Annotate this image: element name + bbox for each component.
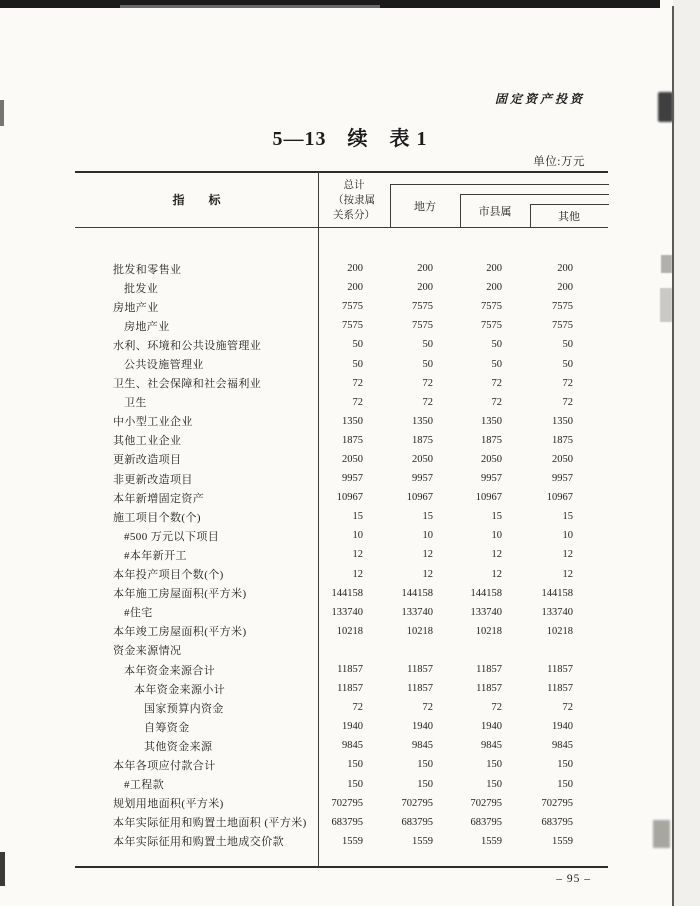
row-value: 11857: [337, 664, 363, 676]
row-value: 702795: [331, 797, 363, 809]
row-value: 12: [352, 568, 363, 580]
header-total: [318, 173, 390, 227]
row-label: 卫生: [124, 397, 147, 410]
row-value: 12: [422, 549, 433, 561]
scan-artifact-edge-mark: [0, 852, 5, 886]
row-label: 其他工业企业: [113, 435, 182, 448]
table-row: [75, 431, 608, 450]
row-value: 683795: [401, 816, 433, 828]
header-shixianshu: 市县属: [478, 206, 512, 218]
row-value: 9845: [342, 740, 363, 752]
table-row: [75, 813, 608, 832]
row-value: 12: [352, 549, 363, 561]
table-row: [75, 450, 608, 469]
row-value: 1875: [412, 434, 433, 446]
row-value: 72: [422, 702, 433, 714]
row-label: 本年实际征用和购置土地面积 (平方米): [113, 817, 307, 830]
table-row: [75, 259, 608, 278]
unit-label: 单位:万元: [533, 156, 585, 168]
row-value: 1940: [481, 721, 502, 733]
row-value: 1559: [342, 835, 363, 847]
row-value: 7575: [481, 301, 502, 313]
row-value: 133740: [470, 606, 502, 618]
row-value: 2050: [481, 453, 502, 465]
row-value: 9957: [552, 473, 573, 485]
row-value: 200: [486, 282, 502, 294]
chapter-corner-label: 固定资产投资: [494, 92, 585, 106]
row-value: 10967: [406, 492, 433, 504]
row-value: 11857: [407, 683, 433, 695]
table-row: [75, 354, 608, 373]
row-value: 200: [417, 282, 433, 294]
row-value: 144158: [470, 587, 502, 599]
row-value: 10: [352, 530, 363, 542]
row-value: 133740: [331, 606, 363, 618]
row-value: 72: [352, 702, 363, 714]
row-value: 72: [422, 396, 433, 408]
row-value: 15: [562, 511, 573, 523]
row-value: 11857: [547, 683, 573, 695]
table-row: [75, 603, 608, 622]
row-label: 房地产业: [124, 320, 170, 333]
row-label: #本年新开工: [124, 549, 187, 562]
row-value: 7575: [552, 320, 573, 332]
table-row: [75, 775, 608, 794]
row-label: 自筹资金: [144, 721, 190, 734]
row-value: 9957: [481, 473, 502, 485]
row-value: 7575: [552, 301, 573, 313]
row-value: 11857: [476, 664, 502, 676]
row-value: 7575: [412, 301, 433, 313]
row-value: 7575: [342, 320, 363, 332]
row-value: 72: [491, 702, 502, 714]
row-value: 1559: [481, 835, 502, 847]
table-row: [75, 374, 608, 393]
row-value: 9957: [412, 473, 433, 485]
row-label: #500 万元以下项目: [124, 530, 220, 543]
row-label: 本年施工房屋面积(平方米): [113, 588, 247, 601]
table-row: [75, 545, 608, 564]
row-value: 50: [352, 339, 363, 351]
row-value: 150: [417, 778, 433, 790]
table-row: [75, 584, 608, 603]
row-label: #住宅: [124, 607, 153, 620]
row-label: 资金来源情况: [113, 645, 182, 658]
row-value: 12: [491, 549, 502, 561]
row-value: 1875: [481, 434, 502, 446]
row-value: 150: [557, 759, 573, 771]
row-value: 200: [486, 263, 502, 275]
table-row: [75, 488, 608, 507]
row-value: 683795: [331, 816, 363, 828]
row-value: 50: [422, 358, 433, 370]
scan-page-edge-line: [672, 6, 674, 906]
row-value: 15: [491, 511, 502, 523]
row-value: 50: [491, 358, 502, 370]
row-value: 1350: [481, 415, 502, 427]
row-value: 133740: [541, 606, 573, 618]
row-value: 200: [557, 282, 573, 294]
scan-artifact-top-strip: [0, 0, 660, 8]
row-value: 10218: [336, 625, 363, 637]
row-value: 11857: [547, 664, 573, 676]
header-total-line: 关系分）: [333, 209, 375, 221]
row-value: 1559: [412, 835, 433, 847]
page-number: – 95 –: [556, 873, 591, 885]
scan-artifact-smudge: [653, 820, 670, 848]
row-label: 房地产业: [113, 301, 159, 314]
row-value: 133740: [401, 606, 433, 618]
row-value: 150: [347, 778, 363, 790]
table-row: [75, 278, 608, 297]
row-label: 本年实际征用和购置土地成交价款: [113, 836, 284, 849]
table-row: [75, 794, 608, 813]
row-value: 144158: [401, 587, 433, 599]
table-row: [75, 507, 608, 526]
row-label: 公共设施管理业: [124, 359, 204, 372]
table-row: [75, 335, 608, 354]
row-value: 2050: [552, 453, 573, 465]
row-value: 10: [562, 530, 573, 542]
table-row: [75, 526, 608, 545]
row-value: 11857: [476, 683, 502, 695]
scan-artifact-smudge: [661, 255, 672, 273]
row-label: 本年各项应付款合计: [113, 759, 216, 772]
table-body: [75, 228, 608, 851]
row-value: 683795: [470, 816, 502, 828]
row-label: 其他资金来源: [144, 740, 213, 753]
row-value: 200: [557, 263, 573, 275]
row-value: 144158: [331, 587, 363, 599]
row-label: 施工项目个数(个): [113, 511, 201, 524]
table-row: [75, 565, 608, 584]
row-value: 10: [422, 530, 433, 542]
row-value: 11857: [407, 664, 433, 676]
row-value: 702795: [401, 797, 433, 809]
header-indicator: 指 标: [172, 192, 221, 207]
row-value: 9845: [552, 740, 573, 752]
row-value: 200: [417, 263, 433, 275]
row-value: 200: [347, 263, 363, 275]
table-row: [75, 717, 608, 736]
row-label: 中小型工业企业: [113, 416, 193, 429]
row-value: 72: [352, 396, 363, 408]
row-value: 11857: [337, 683, 363, 695]
row-value: 7575: [412, 320, 433, 332]
table-row: [75, 679, 608, 698]
row-value: 702795: [541, 797, 573, 809]
row-value: 9845: [481, 740, 502, 752]
row-value: 15: [352, 511, 363, 523]
row-value: 150: [486, 778, 502, 790]
row-value: 72: [562, 702, 573, 714]
table-row: [75, 832, 608, 851]
row-value: 1940: [342, 721, 363, 733]
row-value: 7575: [342, 301, 363, 313]
row-value: 15: [422, 511, 433, 523]
row-label: 卫生、社会保障和社会福利业: [113, 378, 262, 391]
header-difang: 地方: [414, 201, 436, 213]
row-value: 10967: [336, 492, 363, 504]
row-label: 本年新增固定资产: [113, 492, 205, 505]
row-value: 150: [347, 759, 363, 771]
header-total-line: 总计: [343, 179, 365, 191]
row-value: 50: [422, 339, 433, 351]
row-value: 200: [347, 282, 363, 294]
row-value: 12: [562, 568, 573, 580]
row-value: 50: [352, 358, 363, 370]
row-label: 本年资金来源合计: [124, 664, 216, 677]
table-bottom-rule: [75, 866, 608, 868]
row-value: 72: [562, 396, 573, 408]
row-value: 683795: [541, 816, 573, 828]
row-value: 150: [486, 759, 502, 771]
table-row: [75, 736, 608, 755]
row-value: 72: [491, 396, 502, 408]
table-row: [75, 316, 608, 335]
row-label: 本年竣工房屋面积(平方米): [113, 626, 247, 639]
row-value: 1940: [412, 721, 433, 733]
row-label: 批发业: [124, 282, 159, 295]
table-row: [75, 660, 608, 679]
row-label: 规划用地面积(平方米): [113, 798, 224, 811]
row-value: 144158: [541, 587, 573, 599]
row-value: 1940: [552, 721, 573, 733]
row-value: 72: [422, 377, 433, 389]
row-value: 10967: [546, 492, 573, 504]
table-row: [75, 297, 608, 316]
table-row: [75, 698, 608, 717]
row-value: 702795: [470, 797, 502, 809]
row-label: #工程款: [124, 779, 165, 792]
row-value: 50: [562, 358, 573, 370]
row-value: 150: [557, 778, 573, 790]
header-qita: 其他: [558, 211, 580, 223]
row-value: 9845: [412, 740, 433, 752]
row-value: 50: [491, 339, 502, 351]
row-label: 非更新改造项目: [113, 473, 193, 486]
row-value: 10218: [546, 625, 573, 637]
table-row: [75, 641, 608, 660]
row-value: 12: [562, 549, 573, 561]
row-value: 72: [491, 377, 502, 389]
row-value: 9957: [342, 473, 363, 485]
row-value: 10218: [406, 625, 433, 637]
row-label: 水利、环境和公共设施管理业: [113, 339, 262, 352]
row-value: 10: [491, 530, 502, 542]
row-value: 50: [562, 339, 573, 351]
row-value: 12: [422, 568, 433, 580]
row-value: 2050: [342, 453, 363, 465]
row-value: 1559: [552, 835, 573, 847]
row-value: 150: [417, 759, 433, 771]
row-value: 12: [491, 568, 502, 580]
page-title: 5—13 续 表 1: [272, 128, 428, 150]
row-label: 本年投产项目个数(个): [113, 569, 224, 582]
table-row: [75, 622, 608, 641]
scan-artifact-smudge: [660, 288, 672, 322]
table-row: [75, 755, 608, 774]
row-label: 本年资金来源小计: [134, 683, 226, 696]
row-value: 7575: [481, 320, 502, 332]
row-label: 更新改造项目: [113, 454, 182, 467]
row-value: 1350: [342, 415, 363, 427]
row-value: 2050: [412, 453, 433, 465]
row-value: 72: [562, 377, 573, 389]
row-value: 10967: [475, 492, 502, 504]
table-row: [75, 412, 608, 431]
row-value: 1875: [552, 434, 573, 446]
table-row: [75, 393, 608, 412]
row-value: 72: [352, 377, 363, 389]
row-label: 批发和零售业: [113, 263, 182, 276]
table-row: [75, 469, 608, 488]
header-total-line: （按隶属: [333, 194, 375, 206]
row-label: 国家预算内资金: [144, 702, 224, 715]
row-value: 1875: [342, 434, 363, 446]
row-value: 1350: [552, 415, 573, 427]
row-value: 10218: [475, 625, 502, 637]
row-value: 1350: [412, 415, 433, 427]
scan-artifact-smudge: [658, 92, 673, 122]
